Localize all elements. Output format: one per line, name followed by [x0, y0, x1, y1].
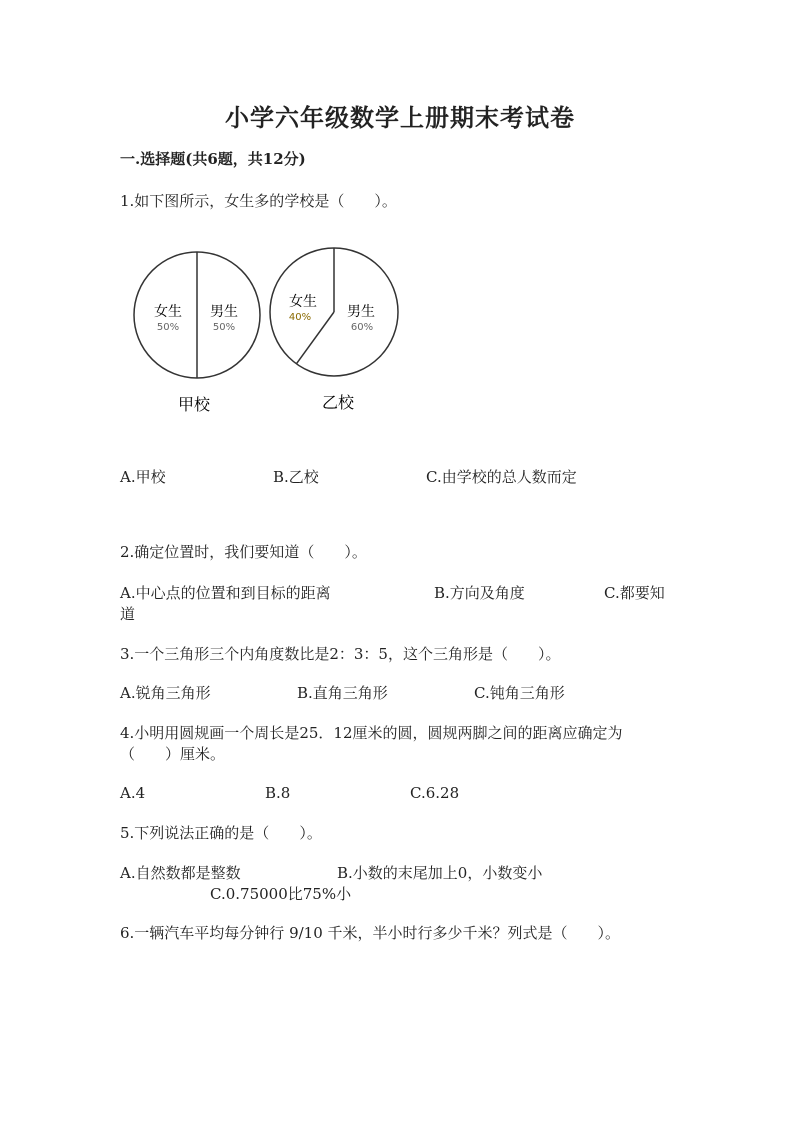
page-title: 小学六年级数学上册期末考试卷	[225, 103, 575, 132]
left-school-label: 甲校	[177, 395, 211, 414]
q2-option-a: A.中心点的位置和到目标的距离	[120, 584, 331, 602]
q5-option-a: A.自然数都是整数	[120, 864, 241, 882]
question-5-stem: 5.下列说法正确的是（ ）。	[120, 824, 322, 842]
q4-option-c: C.6.28	[410, 784, 460, 802]
question-6-stem: 6.一辆汽车平均每分钟行 9/10 千米，半小时行多少千米？列式是（ ）。	[120, 924, 621, 942]
q1-option-b: B.乙校	[273, 468, 319, 486]
question-3-stem: 3.一个三角形三个内角度数比是2：3：5，这个三角形是（ ）。	[120, 645, 561, 663]
right-boy-pct: 60%	[350, 322, 374, 333]
section-header: 一.选择题(共6题，共12分)	[120, 150, 306, 168]
question-1-stem: 1.如下图所示，女生多的学校是（ ）。	[120, 192, 397, 210]
question-4-stem-line2: （ ）厘米。	[120, 745, 226, 763]
q5-option-c: C.0.75000比75%小	[210, 885, 352, 903]
q4-option-b: B.8	[265, 784, 291, 802]
left-boy-label: 男生	[210, 304, 238, 320]
right-school-label: 乙校	[321, 393, 355, 412]
left-girl-pct: 50%	[156, 322, 180, 333]
q2-option-b: B.方向及角度	[434, 584, 525, 602]
q3-option-c: C.钝角三角形	[474, 684, 565, 702]
q1-option-a: A.甲校	[120, 468, 166, 486]
question-4-stem: 4.小明用圆规画一个周长是25．12厘米的圆，圆规两脚之间的距离应确定为	[120, 724, 623, 742]
q1-option-c: C.由学校的总人数而定	[426, 468, 577, 486]
pie-chart-left	[134, 252, 260, 414]
question-2-stem: 2.确定位置时，我们要知道（ ）。	[120, 543, 367, 561]
q5-option-b: B.小数的末尾加上0，小数变小	[337, 864, 543, 882]
left-boy-pct: 50%	[212, 322, 236, 333]
q2-option-c: C.都要知	[604, 584, 665, 602]
q3-option-b: B.直角三角形	[297, 684, 388, 702]
right-girl-label: 女生	[289, 294, 317, 310]
right-girl-pct: 40%	[288, 312, 312, 323]
q2-option-c-wrap: 道	[120, 605, 136, 623]
pie-charts-figure	[120, 240, 420, 430]
right-boy-label: 男生	[347, 304, 375, 320]
left-girl-label: 女生	[154, 304, 182, 320]
pie-chart-right	[270, 248, 398, 412]
q3-option-a: A.锐角三角形	[120, 684, 211, 702]
q4-option-a: A.4	[120, 784, 146, 802]
